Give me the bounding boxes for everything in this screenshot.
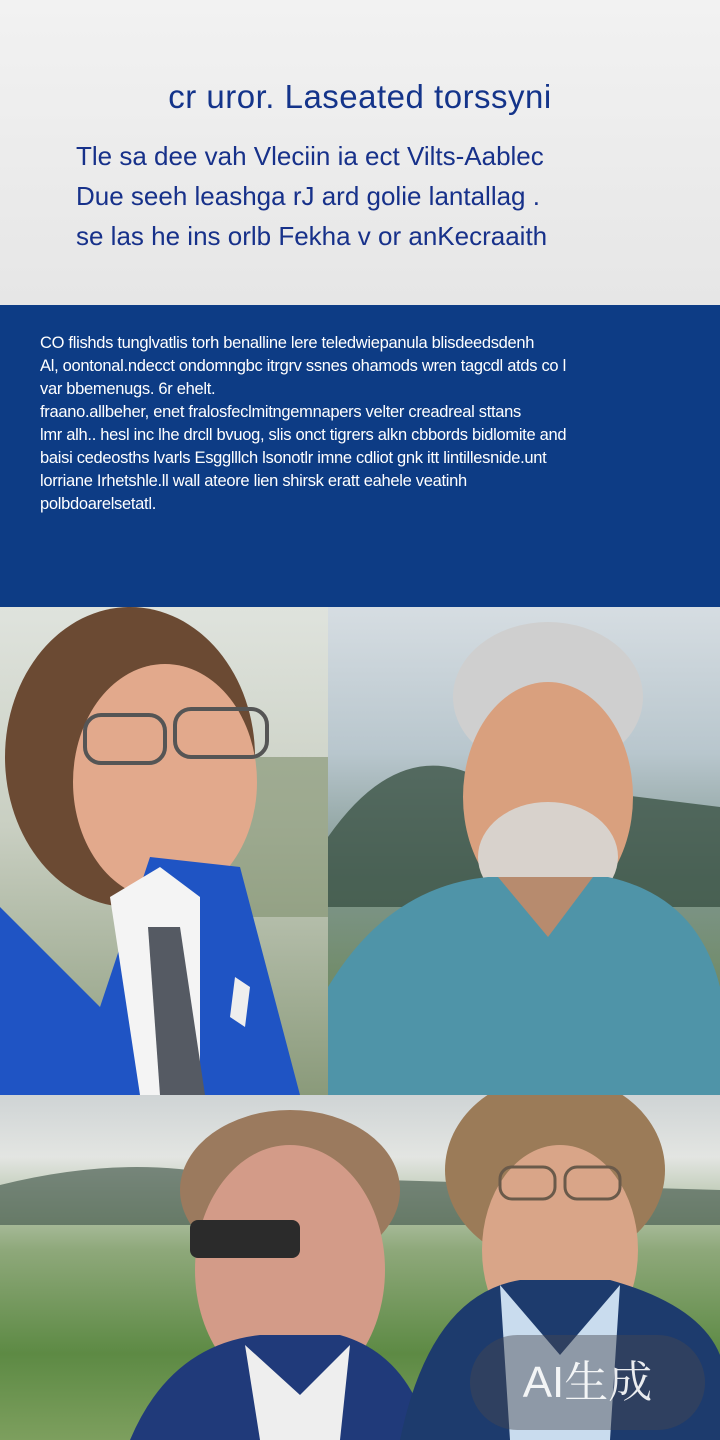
body-line: baisi cedeosths lvarls Esgglllch lsonotlr imne cdliot gnk itt lintillesnide.unt xyxy=(40,449,547,467)
body-line: var bbemenugs. 6r ehelt. xyxy=(40,380,216,398)
body-line: fraano.allbeher, enet fralosfeclmitngemnapers velter creadreal sttans xyxy=(40,403,521,421)
portrait-photo-1 xyxy=(0,607,328,1095)
body-line: lorriane Irhetshle.ll wall ateore lien shirsk eratt eahele veatinh xyxy=(40,472,467,490)
body-line: Al, oontonal.ndecct ondomngbc itrgrv ssnes ohamods wren tagcdl atds co l xyxy=(40,357,566,375)
page-title: cr uror. Laseated torssyni xyxy=(168,78,552,115)
subtitle-line: Tle sa dee vah Vleciin ia ect Vilts-Aablec xyxy=(76,141,544,171)
subtitle xyxy=(76,136,676,256)
watermark-text: AI生成 xyxy=(522,1358,653,1407)
ai-generated-watermark xyxy=(470,1335,705,1430)
body-line: CO flishds tunglvatlis torh benalline lere teledwiepanula blisdeedsdenh xyxy=(40,334,535,352)
header-section xyxy=(0,0,720,305)
body-line: polbdoarelsetatl. xyxy=(40,495,156,513)
body-paragraph xyxy=(40,332,705,516)
body-line: lmr alh.. hesl inc lhe drcll bvuog, slis onct tigrers alkn cbbords bidlomite and xyxy=(40,426,567,444)
subtitle-line: se las he ins orlb Fekha v or anKecraaith xyxy=(76,221,548,251)
portrait-photo-2 xyxy=(328,607,720,1095)
subtitle-line: Due seeh leashga rJ ard golie lantallag . xyxy=(76,181,540,211)
